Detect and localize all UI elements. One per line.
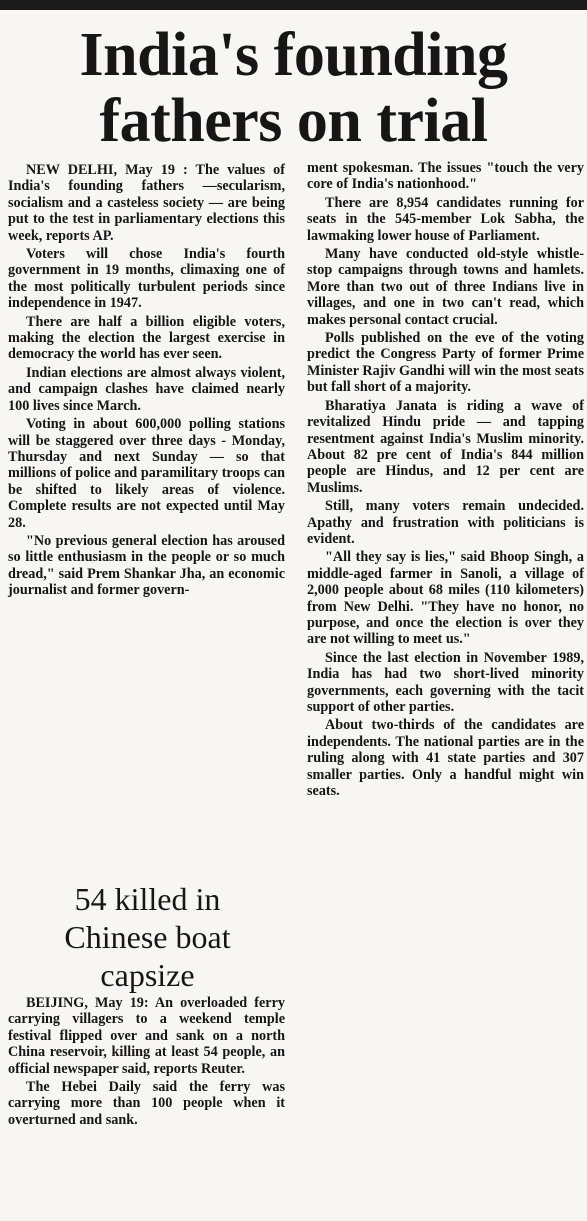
left-column — [8, 162, 285, 601]
paragraph: There are half a billion eligible voters, making the election the largest exercise in democracy the world has ever seen. — [8, 313, 285, 363]
sub-headline-line-1: 54 killed in — [74, 881, 221, 917]
paragraph: Polls published on the eve of the voting predict the Congress Party of former Prime Minister Rajiv Gandhi will win the most seats but fall short of a majority. — [307, 330, 584, 396]
paragraph: "No previous general election has aroused so little enthusiasm in the people or so much dread," said Prem Shankar Jha, an economic journalist and former govern- — [8, 532, 285, 599]
paragraph: Many have conducted old-style whistle-stop campaigns through towns and hamlets. More than two out of three Indians live in villages, and one in two can't read, which makes personal contact crucial. — [307, 246, 584, 328]
paragraph: Indian elections are almost always violent, and campaign clashes have claimed nearly 100 lives since March. — [8, 364, 285, 414]
paragraph: Still, many voters remain undecided. Apathy and frustration with politicians is evident. — [307, 498, 584, 547]
paragraph: Voting in about 600,000 polling stations will be staggered over three days - Monday, Thursday and next Sunday — so that millions of police and paramilitary troops can be shifted to likely areas of violence. Complete results are not expected until May 28. — [8, 416, 285, 531]
headline — [0, 22, 587, 154]
headline-line-2: fathers on trial — [99, 87, 488, 155]
headline-line-1: India's founding — [79, 21, 508, 89]
right-column — [307, 160, 584, 801]
paragraph: "All they say is lies," said Bhoop Singh, a middle-aged farmer in Sanoli, a village of 2,000 people about 68 miles (110 kilometers) from New Delhi. "They have no honor, no purpose, and once the election is over they are not willing to meet us." — [307, 549, 584, 648]
left-column-story-2 — [8, 995, 285, 1130]
sub-headline-line-2: Chinese boat — [64, 919, 231, 955]
sub-headline-line-3: capsize — [100, 957, 195, 993]
sub-headline — [0, 880, 295, 994]
paragraph: About two-thirds of the candidates are independents. The national parties are in the ruling along with 41 state parties and 307 smaller parties. Only a handful might win seats. — [307, 717, 584, 800]
paragraph: NEW DELHI, May 19 : The values of India's founding fathers —secularism, socialism and a casteless society — are being put to the test in parliamentary elections this week, reports AP. — [8, 162, 285, 244]
paragraph: Bharatiya Janata is riding a wave of revitalized Hindu pride — and tapping resentment against India's Muslim minority. About 82 pre cent of India's 844 million people are Hindus, and 12 per cent are Muslims. — [307, 397, 584, 496]
paragraph: The Hebei Daily said the ferry was carrying more than 100 people when it overturned and sank. — [8, 1079, 285, 1128]
top-rule — [0, 0, 587, 10]
paragraph: Since the last election in November 1989, India has had two short-lived minority governments, each governing with the tacit support of other parties. — [307, 649, 584, 715]
paragraph: ment spokesman. The issues "touch the very core of India's nationhood." — [307, 160, 584, 193]
paragraph: Voters will chose India's fourth government in 19 months, climaxing one of the most politically turbulent periods since independence in 1947. — [8, 246, 285, 312]
paragraph: There are 8,954 candidates running for seats in the 545-member Lok Sabha, the lawmaking lower house of Parliament. — [307, 194, 584, 244]
paragraph: BEIJING, May 19: An overloaded ferry carrying villagers to a weekend temple festival flipped over and sank on a north China reservoir, killing at least 54 people, an official newspaper said, reports Reuter. — [8, 995, 285, 1077]
